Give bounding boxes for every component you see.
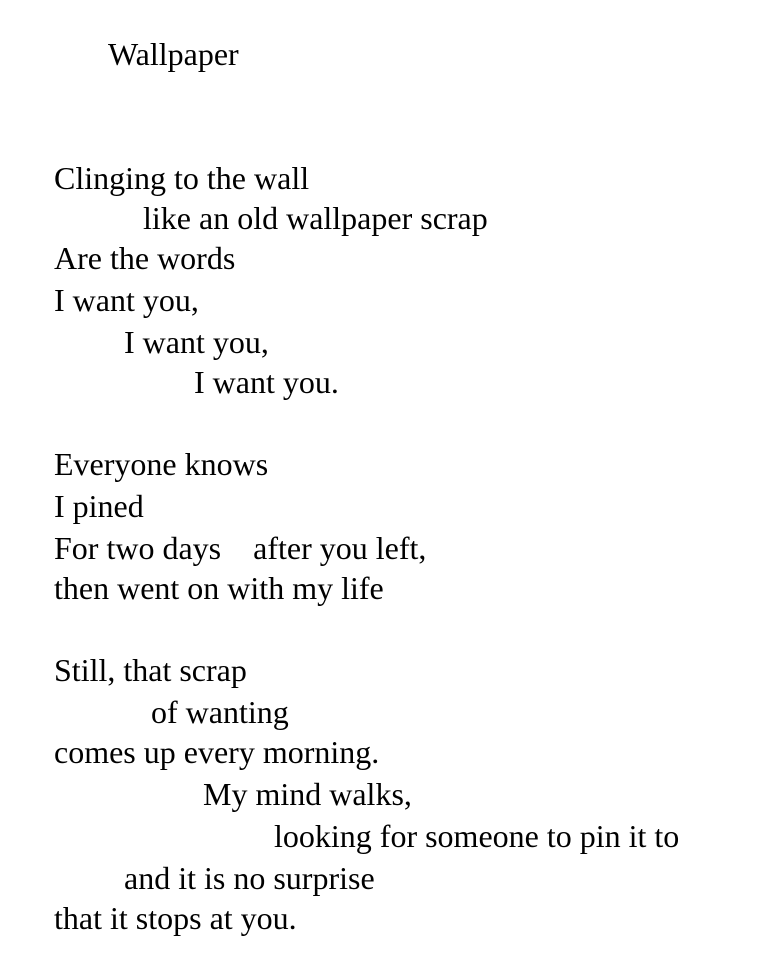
poem-line: comes up every morning.	[54, 734, 380, 770]
poem-line: Clinging to the wall	[54, 160, 310, 196]
poem-line: like an old wallpaper scrap	[143, 200, 488, 236]
poem-line: I want you.	[194, 364, 339, 400]
poem-line: Are the words	[54, 240, 236, 276]
poem-line: that it stops at you.	[54, 900, 297, 936]
poem-title: Wallpaper	[108, 36, 239, 72]
poem-line: of wanting	[151, 694, 289, 730]
poem-line: For two days after you left,	[54, 530, 427, 566]
poem-line: I pined	[54, 488, 144, 524]
poem-line: Still, that scrap	[54, 652, 247, 688]
poem-line: My mind walks,	[203, 776, 412, 812]
poem-line: then went on with my life	[54, 570, 384, 606]
poem-line: Everyone knows	[54, 446, 269, 482]
poem-line: looking for someone to pin it to	[274, 818, 680, 854]
poem-line: I want you,	[124, 324, 269, 360]
poem-line: and it is no surprise	[124, 860, 375, 896]
poem-line: I want you,	[54, 282, 199, 318]
